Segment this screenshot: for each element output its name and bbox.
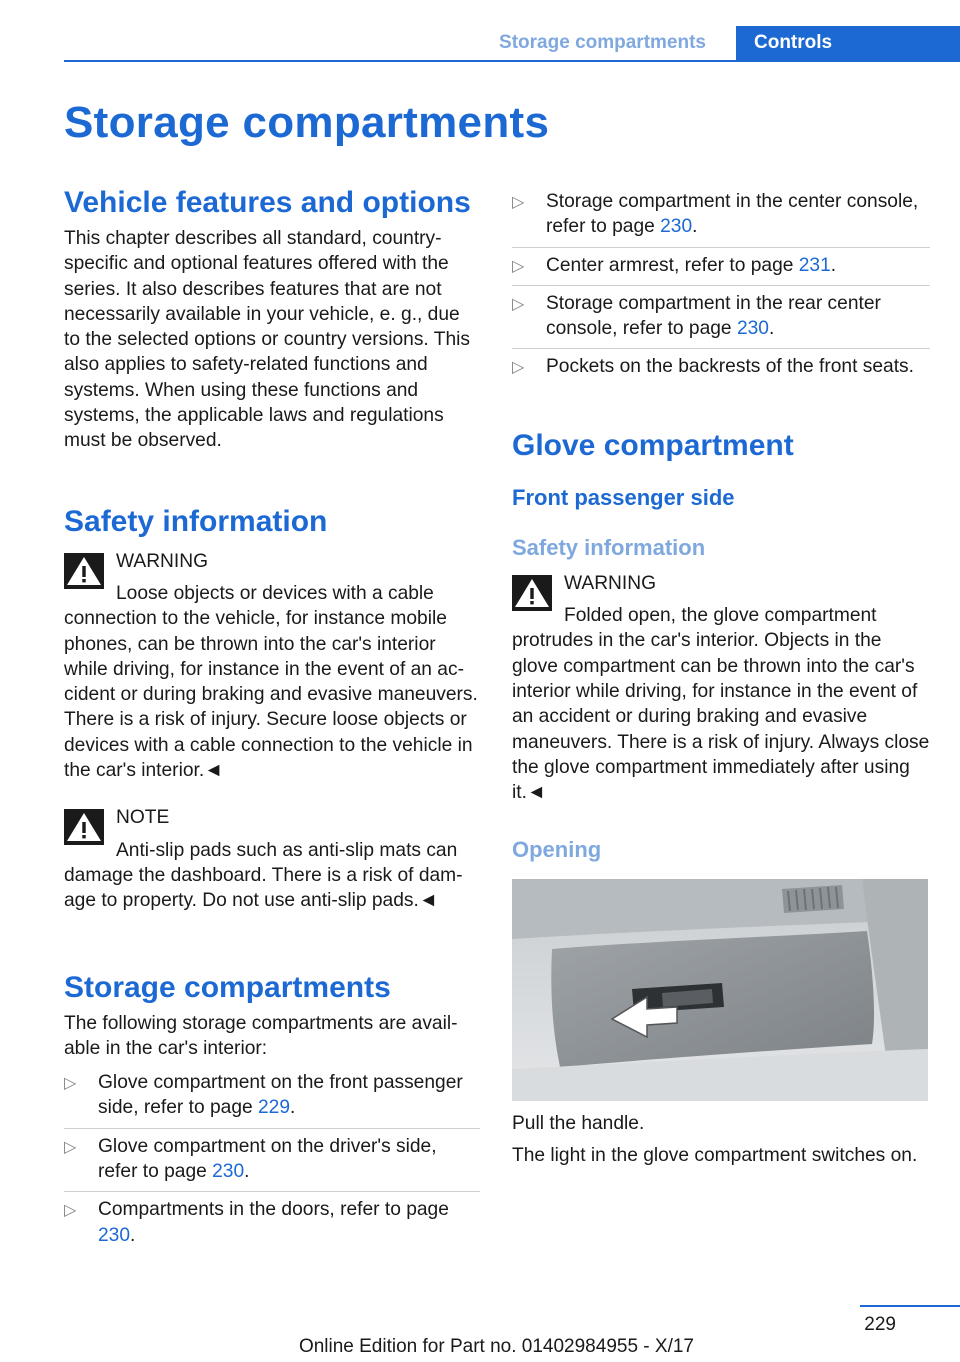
triangle-bullet-icon: ▷	[64, 1138, 77, 1156]
list-item: ▷ Storage compartment in the center console, refer to page 230.	[512, 191, 919, 238]
list-item: ▷ Glove compartment on the front passenger side, refer to page 229.	[64, 1072, 463, 1119]
triangle-bullet-icon: ▷	[64, 1075, 77, 1093]
header-chapter-tab: Controls	[736, 26, 960, 62]
note-notice	[64, 805, 480, 913]
list-item: ▷ Center armrest, refer to page 231.	[512, 247, 930, 285]
triangle-bullet-icon: ▷	[512, 359, 525, 377]
triangle-bullet-icon: ▷	[64, 1202, 77, 1220]
safety-heading: Safety information	[64, 504, 328, 538]
passenger-heading: Front passenger side	[512, 484, 735, 510]
footer-rule	[860, 1305, 960, 1307]
storage-intro: The following storage compartments are available in the car's interior:	[64, 1012, 458, 1059]
header-rule	[64, 60, 960, 62]
opening-step-1: Pull the handle.	[512, 1113, 645, 1135]
glove-compartment-photo	[512, 879, 928, 1101]
list-item: ▷ Glove compartment on the driver's side, refer to page 230.	[64, 1128, 480, 1192]
triangle-bullet-icon: ▷	[512, 194, 525, 211]
page-link[interactable]: 230	[212, 1161, 245, 1183]
list-item: ▷ Pockets on the backrests of the front seats.	[512, 348, 930, 386]
opening-step-2: The light in the glove compartment switches on.	[512, 1144, 918, 1166]
note-text: damage the dashboard. There is a risk of damage to property. Do not use anti-slip pads.◄	[64, 864, 463, 912]
features-heading: Vehicle features and options	[64, 186, 471, 219]
warning-notice	[64, 549, 480, 784]
page-link[interactable]: 231	[798, 254, 831, 276]
note-first-line: Anti-slip pads such as anti-slip mats can	[116, 839, 458, 861]
warning-triangle-icon	[64, 553, 104, 589]
list-item: ▷ Storage compartment in the rear center console, refer to page 230.	[512, 285, 930, 349]
page-link[interactable]: 229	[258, 1097, 291, 1119]
page-link[interactable]: 230	[660, 216, 693, 238]
storage-list-left	[64, 1065, 480, 1255]
note-triangle-icon	[64, 809, 104, 845]
header-section-title: Storage compartments	[499, 32, 706, 53]
warning-text: connection to the vehicle, for instance mobile phones, can be thrown into the car's interior while driving, for instance in the event of an accident or during braking and evasive maneuvers. There is a risk of injury. Secure loose objects or devices with a cable connection to the vehicle in the car's interior.◄	[64, 608, 478, 782]
safety-subheading: Safety information	[512, 534, 706, 560]
left-column	[64, 184, 480, 1255]
glove-heading: Glove compartment	[512, 428, 794, 462]
warning-label: WARNING	[564, 572, 657, 594]
warning-first-line: Loose objects or devices with a cable	[116, 582, 434, 604]
footer-edition: Online Edition for Part no. 01402984955 - X/17	[298, 1336, 694, 1357]
features-text: This chapter describes all standard, country-specific and optional features offered with the series. It also describes features that are not necessarily available in your vehicle, e. g., due to the selected options or country versions. This also applies to safety-related functions and systems. When using these functions and systems, the applicable laws and regulations must be observed.	[64, 228, 470, 452]
storage-heading: Storage compartments	[64, 970, 391, 1004]
storage-list-right	[512, 184, 930, 387]
warning-label: WARNING	[116, 550, 209, 572]
warning-text: protrudes in the car's interior. Objects in the glove compartment can be thrown into the car's interior while driving, for instance in the event of an accident or during braking and evasive maneuvers. There is a risk of injury. Always close the glove compartment immediately after using it.◄	[512, 630, 930, 804]
triangle-bullet-icon: ▷	[512, 257, 525, 275]
glove-compartment-illustration	[512, 879, 928, 1101]
warning-triangle-icon	[512, 575, 552, 611]
triangle-bullet-icon: ▷	[512, 295, 525, 313]
note-label: NOTE	[116, 807, 170, 829]
page-number: 229	[864, 1314, 896, 1335]
page-link[interactable]: 230	[736, 318, 769, 340]
opening-heading: Opening	[512, 837, 602, 863]
page-link[interactable]: 230	[98, 1224, 131, 1246]
right-column	[512, 184, 930, 1168]
warning-first-line: Folded open, the glove compartment	[564, 605, 877, 627]
list-item: ▷ Compartments in the doors, refer to page 230.	[64, 1191, 480, 1255]
page-title: Storage compartments	[64, 98, 550, 147]
warning-notice	[512, 571, 930, 806]
